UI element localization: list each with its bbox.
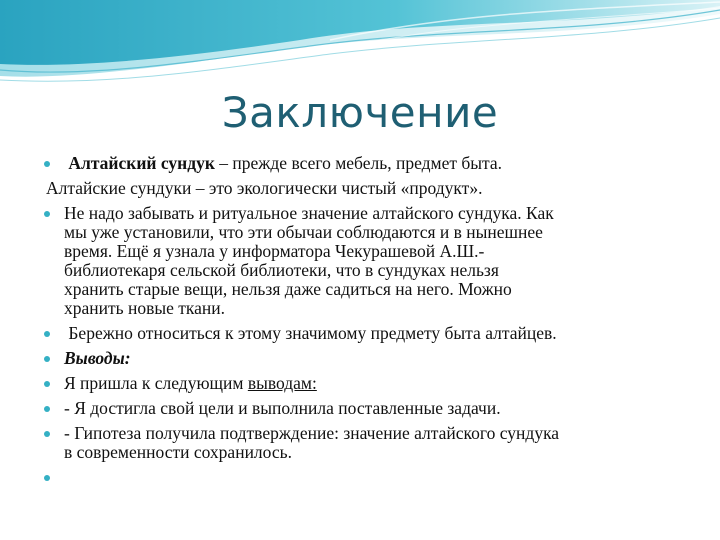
item-line: в современности сохранилось.: [64, 442, 292, 462]
item-text: Алтайские сундуки – это экологически чистый «продукт».: [46, 178, 483, 198]
bullet-icon: [44, 161, 50, 167]
list-item: [44, 204, 684, 318]
list-item: [44, 349, 684, 368]
bullet-icon: [44, 475, 50, 481]
item-text: - Я достигла свой цели и выполнила поставленные задачи.: [64, 398, 501, 418]
bullet-icon: [44, 431, 50, 437]
item-line: Не надо забывать и ритуальное значение алтайского сундука. Как: [64, 203, 554, 223]
list-item: [44, 424, 684, 462]
list-item: [44, 324, 684, 343]
item-bold-text: Алтайский сундук: [68, 153, 215, 173]
list-item: [44, 399, 684, 418]
empty-list-item: [44, 468, 684, 487]
list-item: [44, 374, 684, 393]
underlined-text: выводам:: [247, 373, 317, 393]
item-line: - Гипотеза получила подтверждение: значение алтайского сундука: [64, 423, 560, 443]
slide-content: [44, 154, 684, 493]
item-text: Бережно относиться к этому значимому предмету быта алтайцев.: [68, 323, 557, 343]
bullet-icon: [44, 406, 50, 412]
conclusions-heading: Выводы:: [64, 348, 131, 368]
list-item: [44, 179, 684, 198]
item-line: библиотекаря сельской библиотеки, что в сундуках нельзя: [64, 260, 499, 280]
item-line: время. Ещё я узнала у информатора Чекурашевой А.Ш.-: [64, 241, 485, 261]
bullet-icon: [44, 331, 50, 337]
page-title: Заключение: [221, 88, 499, 137]
wave-header-decoration: [0, 0, 720, 90]
item-line: хранить новые ткани.: [64, 298, 226, 318]
bullet-icon: [44, 356, 50, 362]
item-text: Я пришла к следующим: [64, 373, 248, 393]
item-line: хранить старые вещи, нельзя даже садиться на него. Можно: [64, 279, 512, 299]
item-text: – прежде всего мебель, предмет быта.: [214, 153, 503, 173]
item-line: мы уже установили, что эти обычаи соблюдаются и в нынешнее: [64, 222, 543, 242]
bullet-icon: [44, 381, 50, 387]
list-item: [44, 154, 684, 173]
bullet-icon: [44, 211, 50, 217]
